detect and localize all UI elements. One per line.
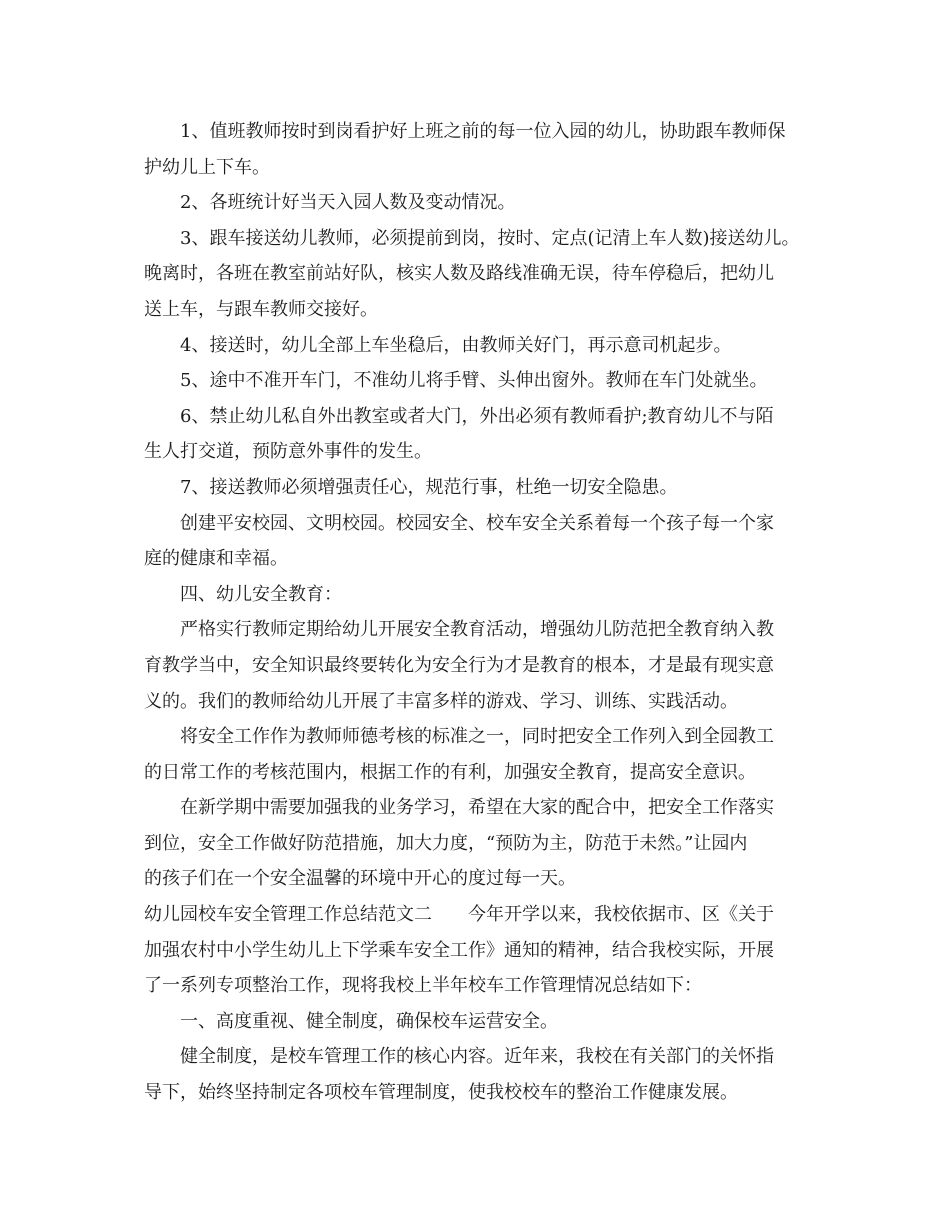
text-line: 育教学当中，安全知识最终要转化为安全行为才是教育的根本，才是最有现实意: [144, 654, 774, 676]
text-line: 2、各班统计好当天入园人数及变动情况。: [180, 192, 516, 214]
text-line: 了一系列专项整治工作，现将我校上半年校车工作管理情况总结如下：: [144, 975, 702, 997]
text-line: 4、接送时，幼儿全部上车坐稳后，由教师关好门，再示意司机起步。: [180, 334, 732, 356]
text-line: 到位，安全工作做好防范措施，加大力度，“预防为主，防范于未然。”让园内: [144, 832, 748, 854]
text-line: 加强农村中小学生幼儿上下学乘车安全工作》通知的精神，结合我校实际，开展: [144, 939, 774, 961]
text-line: 3、跟车接送幼儿教师，必须提前到岗，按时、定点(记清上车人数)接送幼儿。: [180, 227, 800, 249]
text-line: 1、值班教师按时到岗看护好上班之前的每一位入园的幼儿，协助跟车教师保: [180, 121, 786, 142]
text-line: 创建平安校园、文明校园。校园安全、校车安全关系着每一个孩子每一个家: [180, 512, 774, 534]
text-line: 四、幼儿安全教育：: [180, 583, 342, 605]
text-line: 幼儿园校车安全管理工作总结范文二 今年开学以来，我校依据市、区《关于: [144, 904, 774, 926]
text-line: 晚离时，各班在教室前站好队，核实人数及路线准确无误，待车停稳后，把幼儿: [144, 263, 774, 285]
text-line: 在新学期中需要加强我的业务学习，希望在大家的配合中，把安全工作落实: [180, 797, 774, 819]
text-line: 健全制度，是校车管理工作的核心内容。近年来，我校在有关部门的关怀指: [180, 1046, 774, 1068]
text-line: 义的。我们的教师给幼儿开展了丰富多样的游戏、学习、训练、实践活动。: [144, 690, 738, 712]
text-line: 严格实行教师定期给幼儿开展安全教育活动，增强幼儿防范把全教育纳入教: [180, 619, 774, 641]
text-line: 的日常工作的考核范围内，根据工作的有利，加强安全教育，提高安全意识。: [144, 761, 756, 783]
text-line: 的孩子们在一个安全温馨的环境中开心的度过每一天。: [144, 868, 576, 890]
document-body: [144, 114, 820, 1111]
text-line: 5、途中不准开车门，不准幼儿将手臂、头伸出窗外。教师在车门处就坐。: [180, 370, 768, 392]
text-line: 一、高度重视、健全制度，确保校车运营安全。: [180, 1010, 558, 1032]
text-line: 将安全工作作为教师师德考核的标准之一，同时把安全工作列入到全园教工: [180, 726, 774, 748]
text-line: 6、禁止幼儿私自外出教室或者大门，外出必须有教师看护;教育幼儿不与陌: [180, 405, 774, 427]
text-line: 送上车，与跟车教师交接好。: [144, 298, 378, 320]
text-line: 7、接送教师必须增强责任心，规范行事，杜绝一切安全隐患。: [180, 476, 678, 498]
text-line: 生人打交道，预防意外事件的发生。: [144, 441, 432, 463]
text-line: 庭的健康和幸福。: [144, 548, 288, 570]
text-line: 导下，始终坚持制定各项校车管理制度，使我校校车的整治工作健康发展。: [144, 1082, 738, 1104]
text-line: 护幼儿上下车。: [144, 156, 270, 178]
